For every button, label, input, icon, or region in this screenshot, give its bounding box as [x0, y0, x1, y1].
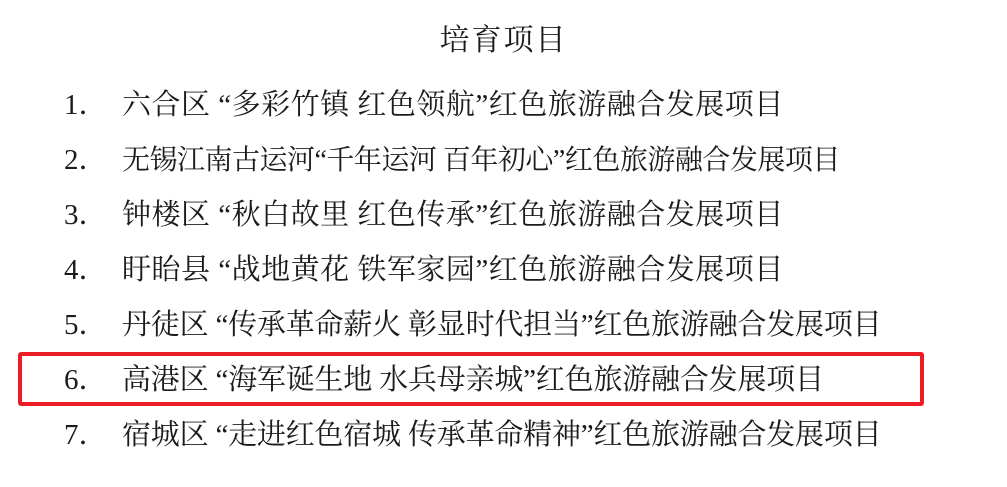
list-item-text: 六合区 “多彩竹镇 红色领航”红色旅游融合发展项目 — [122, 89, 784, 121]
list-item-text: 丹徒区 “传承革命薪火 彰显时代担当”红色旅游融合发展项目 — [122, 309, 882, 341]
list-item-text: 宿城区 “走进红色宿城 传承革命精神”红色旅游融合发展项目 — [122, 419, 882, 451]
list-item-number: 3． — [64, 199, 108, 231]
list-item-highlighted — [64, 357, 981, 412]
list-item-text: 钟楼区 “秋白故里 红色传承”红色旅游融合发展项目 — [122, 199, 784, 231]
list-item-number: 2． — [64, 144, 108, 176]
list-item-number: 1． — [64, 89, 108, 121]
list-item-number: 5． — [64, 309, 108, 341]
page-title: 培育项目 — [439, 24, 568, 57]
list-item-text: 高港区 “海军诞生地 水兵母亲城”红色旅游融合发展项目 — [122, 364, 824, 396]
list-item — [64, 137, 981, 192]
list-item — [64, 247, 981, 302]
list-item-number: 4． — [64, 254, 108, 286]
project-list — [0, 82, 1007, 467]
list-item-text: 盱眙县 “战地黄花 铁军家园”红色旅游融合发展项目 — [122, 254, 784, 286]
list-item — [64, 302, 981, 357]
list-item-number: 7． — [64, 419, 108, 451]
list-item — [64, 412, 981, 467]
list-item-text: 无锡江南古运河“千年运河 百年初心”红色旅游融合发展项目 — [122, 145, 840, 176]
list-item-number: 6． — [64, 364, 108, 396]
list-item — [64, 192, 981, 247]
list-item — [64, 82, 981, 137]
